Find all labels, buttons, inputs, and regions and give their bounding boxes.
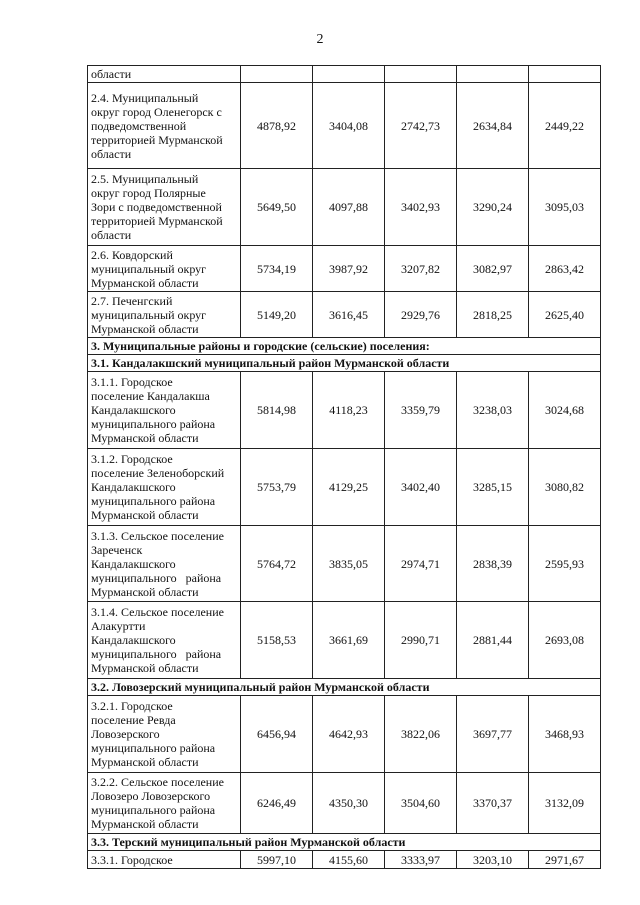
value-cell: 3822,06 [385,696,457,773]
value-cell: 4129,25 [313,449,385,526]
row-label-line: Мурманской области [91,508,199,522]
value-cell: 3207,82 [385,246,457,292]
value-cell: 6246,49 [241,773,313,834]
value-cell [385,66,457,83]
row-label-line: 2.5. Муниципальный [91,172,199,186]
row-label [88,851,241,869]
value-cell: 3285,15 [457,449,529,526]
value-cell: 3132,09 [529,773,601,834]
value-cell: 3359,79 [385,372,457,449]
row-label-line: Мурманской области [91,755,199,769]
row-label [88,169,241,246]
value-cell: 4878,92 [241,83,313,169]
value-cell: 4642,93 [313,696,385,773]
row-label-line: Мурманской области [91,431,199,445]
row-label-line: округ город Оленегорск с [91,104,222,119]
value-cell: 3616,45 [313,292,385,338]
value-cell: 2449,22 [529,83,601,169]
row-label-line: поселение Зеленоборский [91,466,225,480]
row-label [88,773,241,834]
value-cell: 5753,79 [241,449,313,526]
section-header-row [88,679,601,696]
row-label [88,526,241,602]
row-label [88,372,241,449]
row-label-line: муниципальный округ [91,261,207,276]
value-cell: 3095,03 [529,169,601,246]
value-cell: 4118,23 [313,372,385,449]
table-row [88,372,601,449]
row-label-line: Кандалакшского [91,633,176,647]
row-label-line: 2.7. Печенгский [91,293,173,308]
value-cell [241,66,313,83]
table-row [88,83,601,169]
value-cell: 3402,40 [385,449,457,526]
value-cell: 4097,88 [313,169,385,246]
table-row [88,246,601,292]
row-label-line: области [91,146,132,161]
value-cell: 5649,50 [241,169,313,246]
row-label-line: Мурманской области [91,661,199,675]
row-label-line: Кандалакшского [91,556,176,571]
value-cell: 3203,10 [457,851,529,869]
value-cell: 2693,08 [529,602,601,679]
value-cell: 3504,60 [385,773,457,834]
row-label-line: Кандалакшского [91,403,176,417]
value-cell [313,66,385,83]
row-label [88,292,241,338]
value-cell [457,66,529,83]
value-cell: 5814,98 [241,372,313,449]
row-label-line: территорией Мурманской [91,214,223,228]
row-label-line: Зори с подведомственной [91,200,222,214]
value-cell: 5734,19 [241,246,313,292]
page-number: 2 [316,32,324,47]
row-label-line: территорией Мурманской [91,132,223,147]
row-label-line: поселение Ревда [91,713,176,727]
value-cell: 3333,97 [385,851,457,869]
value-cell: 2818,25 [457,292,529,338]
row-label-line: муниципального района [91,417,216,431]
row-label-line: Мурманской области [91,584,199,599]
value-cell: 3404,08 [313,83,385,169]
section-header-row [88,834,601,851]
row-label-line: 3.1.3. Сельское поселение [91,528,224,543]
row-label [88,83,241,169]
row-label-line: Мурманской области [91,817,199,831]
row-label-line: 3.2.2. Сельское поселение [91,775,224,789]
row-label-line: области [91,67,132,81]
section-header-row [88,338,601,355]
tariff-table [87,65,601,869]
value-cell: 2990,71 [385,602,457,679]
row-label-line: муниципального района [91,803,216,817]
value-cell: 2838,39 [457,526,529,602]
value-cell: 6456,94 [241,696,313,773]
table-row [88,292,601,338]
row-label-line: муниципального района [91,647,222,661]
row-label-line: 3.2.1. Городское [91,699,173,713]
table-row [88,169,601,246]
value-cell: 3082,97 [457,246,529,292]
row-label-line: муниципального района [91,570,222,585]
value-cell: 2974,71 [385,526,457,602]
value-cell: 3987,92 [313,246,385,292]
value-cell: 2881,44 [457,602,529,679]
row-label [88,602,241,679]
section-header: 3. Муниципальные районы и городские (сельские) поселения: [88,338,601,355]
table-row [88,602,601,679]
row-label-line: 3.1.2. Городское [91,452,173,466]
value-cell: 5764,72 [241,526,313,602]
value-cell: 5158,53 [241,602,313,679]
row-label-line: Алакуртти [91,619,146,633]
row-label [88,246,241,292]
section-header: 3.1. Кандалакшский муниципальный район Мурманской области [88,355,601,372]
value-cell: 2971,67 [529,851,601,869]
value-cell: 2742,73 [385,83,457,169]
value-cell: 2929,76 [385,292,457,338]
value-cell: 3835,05 [313,526,385,602]
row-label-line: муниципального района [91,741,216,755]
value-cell: 4155,60 [313,851,385,869]
row-label-line: Мурманской области [91,321,199,336]
tariff-table-body [88,66,601,869]
value-cell: 5997,10 [241,851,313,869]
row-label-line: подведомственной [91,118,187,133]
row-label-line: Ловозерского [91,727,160,741]
row-label-line: округ город Полярные [91,186,206,200]
row-label [88,66,241,83]
row-label-line: 3.1.1. Городское [91,375,173,389]
row-label-line: области [91,228,132,242]
value-cell: 3402,93 [385,169,457,246]
row-label-line: поселение Кандалакша [91,389,210,403]
table-row [88,851,601,869]
row-label-line: Мурманской области [91,275,199,290]
section-header-row [88,355,601,372]
row-label-line: муниципального района [91,494,216,508]
row-label [88,449,241,526]
value-cell: 4350,30 [313,773,385,834]
value-cell: 3238,03 [457,372,529,449]
row-label-line: 3.1.4. Сельское поселение [91,605,224,619]
row-label-line: Ловозеро Ловозерского [91,789,211,803]
table-row [88,696,601,773]
value-cell: 3080,82 [529,449,601,526]
row-label-line: 3.3.1. Городское [91,852,173,867]
row-label-line: Зареченск [91,542,143,557]
table-row [88,526,601,602]
value-cell: 3370,37 [457,773,529,834]
section-header: 3.3. Терский муниципальный район Мурманской области [88,834,601,851]
value-cell: 3661,69 [313,602,385,679]
value-cell [529,66,601,83]
row-label-line: муниципальный округ [91,307,207,322]
row-label-line: 2.4. Муниципальный [91,90,199,105]
section-header: 3.2. Ловозерский муниципальный район Мурманской области [88,679,601,696]
row-label [88,696,241,773]
table-row [88,66,601,83]
value-cell: 5149,20 [241,292,313,338]
value-cell: 2634,84 [457,83,529,169]
value-cell: 2625,40 [529,292,601,338]
value-cell: 3697,77 [457,696,529,773]
value-cell: 2863,42 [529,246,601,292]
table-row [88,449,601,526]
value-cell: 3024,68 [529,372,601,449]
value-cell: 3290,24 [457,169,529,246]
row-label-line: 2.6. Ковдорский [91,247,173,262]
value-cell: 2595,93 [529,526,601,602]
row-label-line: Кандалакшского [91,480,176,494]
value-cell: 3468,93 [529,696,601,773]
table-row [88,773,601,834]
